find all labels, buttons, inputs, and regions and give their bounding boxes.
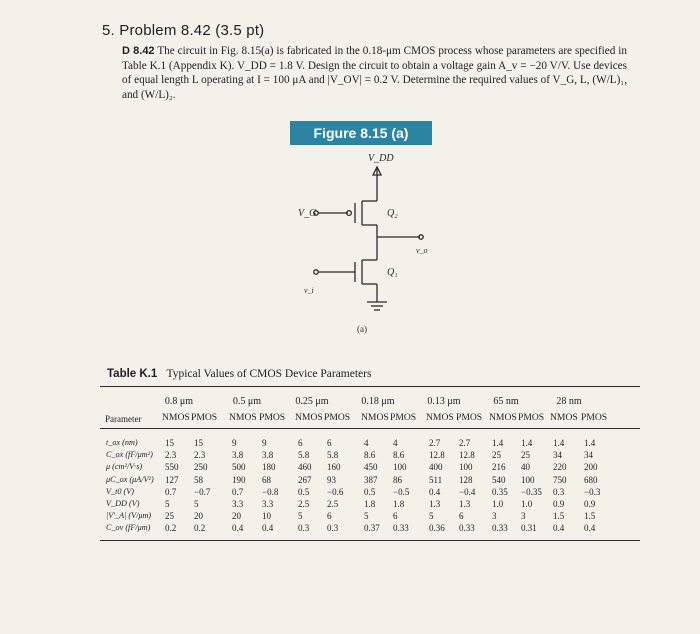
table-cell: 680 [584,474,598,485]
table-cell: 1.5 [584,511,596,522]
table-cell: 1.3 [459,499,471,509]
table-cell: 5 [429,511,434,522]
device-type-header: PMOS [456,412,483,423]
table-cell: 0.2 [165,523,177,534]
table-cell: 3.3 [262,499,274,509]
table-cell: 100 [459,462,473,473]
table-cell: 5.8 [298,450,310,461]
vi-label: v_i [304,286,314,295]
device-type-header: NMOS [295,412,323,423]
table-cell: 387 [364,474,378,485]
table-cell: 0.35 [492,486,508,497]
table-cell: 100 [393,462,407,473]
table-cell: 400 [429,462,443,473]
table-cell: 25 [165,511,174,522]
device-type-header: PMOS [324,412,351,423]
table-cell: 0.9 [584,499,596,509]
table-cell: 267 [298,474,312,485]
table-cell: 1.5 [553,511,565,522]
table-cell: 0.7 [165,486,177,497]
table-cell: 180 [262,462,276,473]
table-cell: 0.3 [553,486,565,497]
problem-number: D 8.42 [122,45,155,57]
table-cell: 1.8 [364,499,376,509]
table-cell: 6 [327,511,332,522]
table-cell: 5 [298,511,303,522]
table-cell: 1.4 [553,438,565,448]
table-cell: 6 [298,438,303,448]
table-cell: 1.0 [521,499,533,509]
table-cell: 127 [165,474,179,485]
table-cell: 6 [459,511,464,522]
table-cell: 0.37 [364,523,380,534]
technology-header: 0.18 μm [361,396,395,407]
table-cell: 3.3 [232,499,244,509]
table-cell: 2.7 [429,438,441,448]
device-type-header: NMOS [361,412,389,423]
parameter-name: V_t0 (V) [106,486,134,496]
table-cell: 3.8 [262,450,274,461]
table-cell: −0.3 [584,486,601,497]
table-label: Table K.1 [107,368,158,380]
table-cell: 0.4 [553,523,565,534]
table-cell: 0.4 [262,523,274,534]
parameter-name: μ (cm²/V·s) [106,462,143,472]
table-cell: −0.6 [327,486,344,497]
table-cell: 25 [521,450,530,461]
table-cell: 2.7 [459,438,471,448]
table-cell: 216 [492,462,506,473]
table-cell: 9 [232,438,237,448]
table-cell: 15 [194,438,203,448]
table-cell: 86 [393,474,402,485]
table-cell: 1.4 [492,438,504,448]
parameter-name: |V'_A| (V/μm) [106,511,152,521]
table-cell: 20 [194,511,203,522]
device-type-header: PMOS [259,412,286,423]
table-cell: 0.4 [584,523,596,534]
parameter-name: C_ox (fF/μm²) [106,450,153,460]
table-cell: −0.8 [262,486,279,497]
table-cell: 5 [165,499,170,509]
table-cell: 1.4 [584,438,596,448]
table-cell: 4 [393,438,398,448]
device-type-header: NMOS [426,412,454,423]
table-cell: 1.8 [393,499,405,509]
table-cell: 200 [584,462,598,473]
table-cell: 20 [232,511,241,522]
device-type-header: NMOS [550,412,578,423]
table-cell: 750 [553,474,567,485]
table-cell: 10 [262,511,271,522]
table-cell: 0.33 [492,523,508,534]
table-cell: 4 [364,438,369,448]
table-cell: 1.4 [521,438,533,448]
table-cell: 0.3 [298,523,310,534]
table-cell: 8.6 [364,450,376,461]
table-cell: 68 [262,474,271,485]
table-cell: 5 [194,499,199,509]
table-cell: 34 [553,450,562,461]
table-cell: 500 [232,462,246,473]
table-cell: 12.8 [459,450,475,461]
parameter-name: t_ox (nm) [106,438,138,447]
table-cell: 3.8 [232,450,244,461]
table-cell: 58 [194,474,203,485]
parameter-header: Parameter [105,414,142,424]
technology-header: 28 nm [556,396,582,407]
table-cell: 160 [327,462,341,473]
table-cell: 0.31 [521,523,537,534]
table-cell: 6 [327,438,332,448]
table-cell: −0.35 [521,486,542,497]
table-cell: 0.36 [429,523,445,534]
table-cell: 190 [232,474,246,485]
table-cell: 2.5 [327,499,339,509]
technology-header: 0.25 μm [295,396,329,407]
figure-caption: (a) [357,324,367,334]
table-cell: 220 [553,462,567,473]
problem-text: The circuit in Fig. 8.15(a) is fabricated in the 0.18-μm CMOS process whose parameters are specified in Table K.1 (Appendix K). V_DD = 1.8 V. Design the circuit to obtain a voltage gain A_v = −20 V/V. Use devices of equal length L operating at I = 100 μA and |V_OV| = 0.2 V. Determine the required values of V_G, L, (W/L)₁, and (W/L)₂. [122,45,627,101]
table-cell: 128 [459,474,473,485]
technology-header: 65 nm [493,396,519,407]
table-cell: 0.4 [429,486,441,497]
table-cell: 511 [429,474,443,485]
parameter-name: μC_ox (μA/V²) [106,474,154,484]
table-cell: 2.3 [194,450,206,461]
table-cell: 0.5 [298,486,310,497]
table-cell: 25 [492,450,501,461]
table-cell: 250 [194,462,208,473]
q2-label: Q₂ [387,208,398,219]
device-type-header: PMOS [518,412,545,423]
table-cell: 15 [165,438,174,448]
table-cell: 34 [584,450,593,461]
table-cell: 550 [165,462,179,473]
table-cell: 2.5 [298,499,310,509]
table-cell: 0.9 [553,499,565,509]
table-cell: 450 [364,462,378,473]
technology-header: 0.13 μm [427,396,461,407]
table-cell: 0.2 [194,523,206,534]
q1-label: Q₁ [387,267,398,278]
table-caption: Typical Values of CMOS Device Parameters [166,368,372,380]
table-cell: 0.5 [364,486,376,497]
parameter-name: C_ov (fF/μm) [106,523,151,533]
table-cell: 0.7 [232,486,244,497]
table-cell: 0.4 [232,523,244,534]
table-cell: 8.6 [393,450,405,461]
vdd-label: V_DD [368,153,394,164]
technology-header: 0.8 μm [164,396,194,407]
device-type-header: PMOS [390,412,417,423]
parameter-name: V_DD (V) [106,499,140,508]
table-cell: 9 [262,438,267,448]
technology-header: 0.5 μm [232,396,262,407]
table-cell: 3 [521,511,526,522]
table-cell: 540 [492,474,506,485]
table-cell: 5 [364,511,369,522]
table-cell: 12.8 [429,450,445,461]
vg-label: V_G [298,208,317,219]
vo-label: v_o [416,246,428,255]
table-cell: −0.5 [393,486,410,497]
table-cell: 5.8 [327,450,339,461]
table-cell: 100 [521,474,535,485]
table-cell: 460 [298,462,312,473]
device-type-header: PMOS [581,412,608,423]
table-cell: −0.4 [459,486,476,497]
table-cell: 40 [521,462,530,473]
device-type-header: NMOS [162,412,190,423]
table-cell: 0.3 [327,523,339,534]
problem-title: 5. Problem 8.42 (3.5 pt) [102,22,265,39]
table-cell: 2.3 [165,450,177,461]
device-type-header: PMOS [191,412,218,423]
table-cell: 1.0 [492,499,504,509]
table-cell: 0.33 [459,523,475,534]
table-cell: 6 [393,511,398,522]
table-cell: 3 [492,511,497,522]
table-cell: 0.33 [393,523,409,534]
figure-title: Figure 8.15 (a) [290,121,432,145]
device-type-header: NMOS [229,412,257,423]
table-cell: 93 [327,474,336,485]
table-cell: 1.3 [429,499,441,509]
device-type-header: NMOS [489,412,517,423]
table-cell: −0.7 [194,486,211,497]
